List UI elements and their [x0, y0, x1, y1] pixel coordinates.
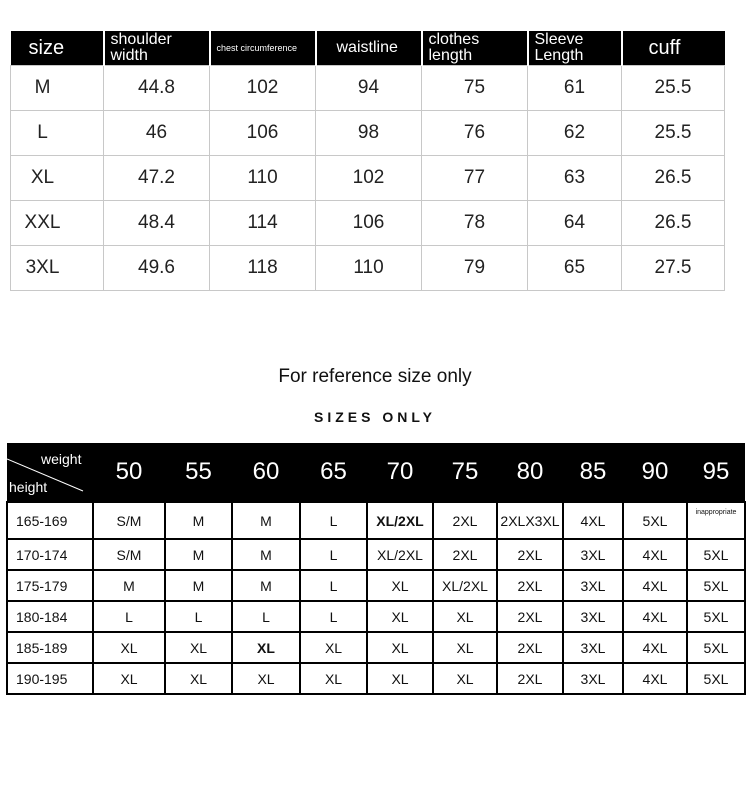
size-cell: 5XL [687, 539, 745, 570]
size-cell: 2XLX3XL [497, 502, 563, 539]
cell: 110 [210, 156, 316, 201]
cell: 78 [422, 201, 528, 246]
size-cell: M [165, 570, 232, 601]
cell: 75 [422, 66, 528, 111]
header-cuff: cuff [622, 31, 725, 66]
cell: 26.5 [622, 201, 725, 246]
measurement-table [10, 31, 725, 291]
weight-85: 85 [563, 443, 623, 502]
height-range: 185-189 [7, 632, 93, 663]
size-cell: 3XL [563, 539, 623, 570]
cell: 65 [528, 246, 622, 291]
weight-60: 60 [232, 443, 300, 502]
size-cell: XL/2XL [433, 570, 497, 601]
size-cell: L [300, 601, 367, 632]
size-cell: inappropriate [687, 502, 745, 539]
weight-header-row [7, 443, 745, 502]
cell: 114 [210, 201, 316, 246]
cell: 102 [210, 66, 316, 111]
size-cell: 4XL [623, 539, 687, 570]
size-cell: S/M [93, 502, 165, 539]
cell: 102 [316, 156, 422, 201]
weight-95: 95 [687, 443, 745, 502]
size-cell: XL [300, 632, 367, 663]
header-waistline: waistline [316, 31, 422, 66]
height-row [7, 502, 745, 539]
size-cell: S/M [93, 539, 165, 570]
measurement-row [11, 66, 725, 111]
size-cell: XL/2XL [367, 539, 433, 570]
size-cell: XL [93, 632, 165, 663]
height-row [7, 663, 745, 694]
cell: 79 [422, 246, 528, 291]
sizes-only-caption: SIZES ONLY [314, 409, 436, 425]
weight-65: 65 [300, 443, 367, 502]
size-cell: L [300, 502, 367, 539]
cell: 76 [422, 111, 528, 156]
cell: 26.5 [622, 156, 725, 201]
weight-75: 75 [433, 443, 497, 502]
weight-80: 80 [497, 443, 563, 502]
size-cell: 2XL [497, 601, 563, 632]
measurement-header-row [11, 31, 725, 66]
cell: 62 [528, 111, 622, 156]
measurement-row [11, 156, 725, 201]
size-cell: XL [433, 601, 497, 632]
reference-caption: For reference size only [278, 366, 472, 387]
cell: 94 [316, 66, 422, 111]
cell: 25.5 [622, 111, 725, 156]
cell: 110 [316, 246, 422, 291]
cell: 44.8 [104, 66, 210, 111]
height-range: 190-195 [7, 663, 93, 694]
size-cell: XL [93, 663, 165, 694]
size-cell: 5XL [687, 663, 745, 694]
size-cell: 2XL [497, 663, 563, 694]
size-cell: 5XL [687, 570, 745, 601]
size-cell: XL/2XL [367, 502, 433, 539]
height-range: 170-174 [7, 539, 93, 570]
size-cell: L [232, 601, 300, 632]
size-cell: 2XL [497, 632, 563, 663]
header-chest-circumference: chest circumference [210, 31, 316, 66]
cell: 27.5 [622, 246, 725, 291]
cell: 106 [210, 111, 316, 156]
size-cell: 4XL [623, 632, 687, 663]
size-cell: M [165, 502, 232, 539]
size-cell: M [93, 570, 165, 601]
corner-header [7, 443, 93, 502]
height-row [7, 601, 745, 632]
size-cell: XL [232, 632, 300, 663]
size-cell: 5XL [687, 601, 745, 632]
size-cell: XL [367, 601, 433, 632]
size-cell: 2XL [497, 570, 563, 601]
cell: 47.2 [104, 156, 210, 201]
weight-label: weight [41, 451, 82, 467]
height-row [7, 570, 745, 601]
size-cell: L [93, 601, 165, 632]
weight-70: 70 [367, 443, 433, 502]
size-cell: 3XL [563, 632, 623, 663]
cell: L [11, 111, 104, 156]
size-cell: 4XL [623, 663, 687, 694]
cell: 25.5 [622, 66, 725, 111]
size-cell: 4XL [563, 502, 623, 539]
size-cell: XL [367, 632, 433, 663]
size-cell: 5XL [623, 502, 687, 539]
measurement-row [11, 111, 725, 156]
size-cell: M [165, 539, 232, 570]
cell: 118 [210, 246, 316, 291]
size-cell: 3XL [563, 570, 623, 601]
size-cell: XL [433, 632, 497, 663]
weight-50: 50 [93, 443, 165, 502]
cell: 77 [422, 156, 528, 201]
cell: 49.6 [104, 246, 210, 291]
cell: M [11, 66, 104, 111]
header-clothes-length: clothes length [422, 31, 528, 66]
size-cell: 3XL [563, 663, 623, 694]
cell: XXL [11, 201, 104, 246]
cell: 106 [316, 201, 422, 246]
height-range: 165-169 [7, 502, 93, 539]
size-cell: XL [367, 570, 433, 601]
size-cell: 2XL [433, 539, 497, 570]
size-cell: XL [165, 663, 232, 694]
size-cell: 4XL [623, 570, 687, 601]
size-cell: 4XL [623, 601, 687, 632]
size-cell: L [165, 601, 232, 632]
size-cell: 2XL [433, 502, 497, 539]
size-cell: XL [367, 663, 433, 694]
size-cell: L [300, 570, 367, 601]
size-cell: M [232, 570, 300, 601]
size-cell: XL [300, 663, 367, 694]
size-cell: 3XL [563, 601, 623, 632]
size-guide-table [6, 443, 746, 695]
height-row [7, 539, 745, 570]
measurement-row [11, 246, 725, 291]
cell: 3XL [11, 246, 104, 291]
header-sleeve-length: Sleeve Length [528, 31, 622, 66]
size-cell: XL [165, 632, 232, 663]
measurement-row [11, 201, 725, 246]
height-range: 180-184 [7, 601, 93, 632]
height-label: height [9, 479, 48, 495]
weight-90: 90 [623, 443, 687, 502]
cell: 64 [528, 201, 622, 246]
size-cell: M [232, 502, 300, 539]
size-cell: XL [433, 663, 497, 694]
size-cell: L [300, 539, 367, 570]
size-cell: 2XL [497, 539, 563, 570]
cell: XL [11, 156, 104, 201]
weight-55: 55 [165, 443, 232, 502]
cell: 63 [528, 156, 622, 201]
size-cell: M [232, 539, 300, 570]
header-shoulder-width: shoulder width [104, 31, 210, 66]
cell: 98 [316, 111, 422, 156]
height-row [7, 632, 745, 663]
cell: 48.4 [104, 201, 210, 246]
cell: 46 [104, 111, 210, 156]
size-cell: 5XL [687, 632, 745, 663]
height-range: 175-179 [7, 570, 93, 601]
cell: 61 [528, 66, 622, 111]
header-size: size [11, 31, 104, 66]
size-cell: XL [232, 663, 300, 694]
